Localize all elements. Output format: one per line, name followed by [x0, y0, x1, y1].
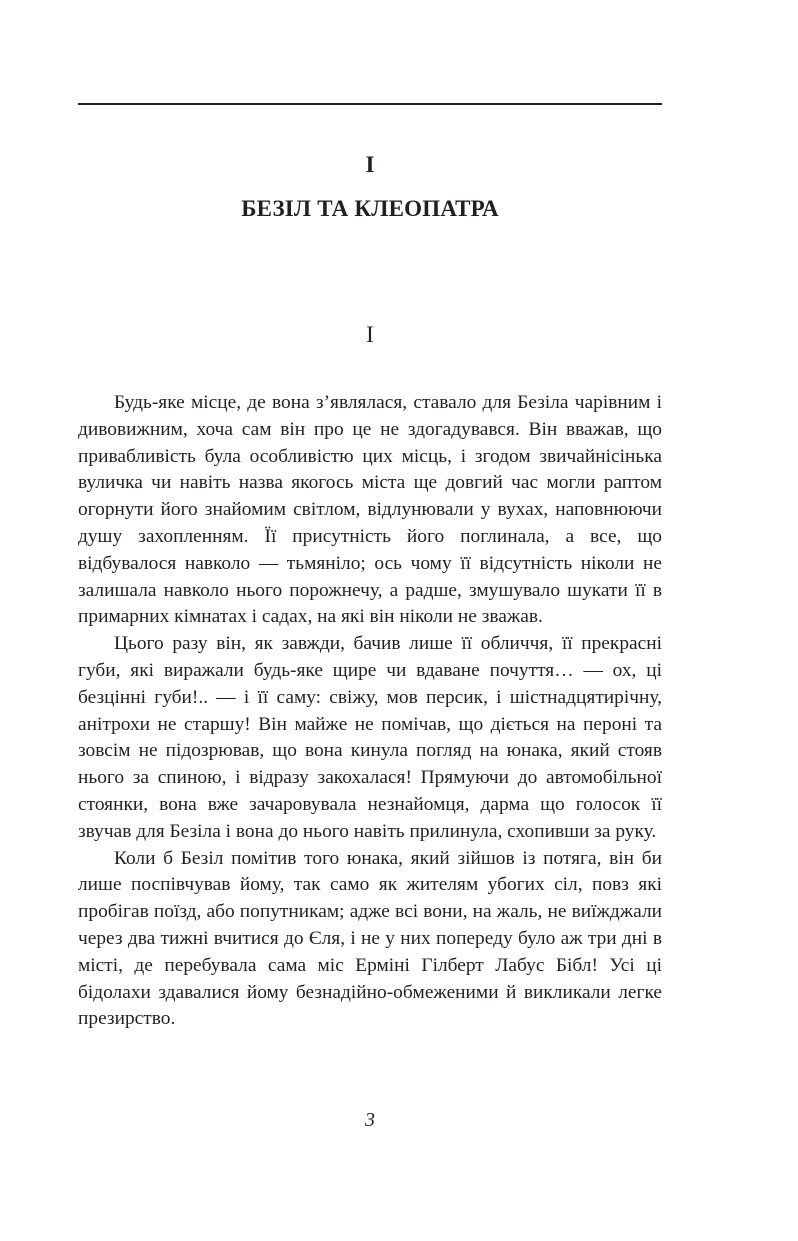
header-rule — [78, 103, 662, 105]
paragraph: Коли б Безіл помітив того юнака, який зійшов із потяга, він би лише поспівчував йому, так само як жителям убогих сіл, повз які пробігав поїзд, або попутникам; адже всі вони, на жаль, не виїжджали через два тижні вчитися до Єля, і не у них попереду було аж три дні в місті, де перебувала сама міс Ерміні Гілберт Лабус Бібл! Усі ці бідолахи здавалися йому безнадійно-обмеженими й викликали легке презирство. — [78, 847, 662, 1030]
paragraph: Будь-яке місце, де вона з’являлася, ставало для Безіла чарівним і дивовижним, хоча сам він про це не здогадувався. Він вважав, що привабливість була особливістю цих місць, і згодом звичайнісінька вуличка чи навіть назва якогось міста ще довгий час могли раптом огорнути його знайомим світлом, відлунювали у вухах, наповнюючи душу захопленням. Її присутність його поглинала, а все, що відбувалося навколо — тьмяніло; ось чому її відсутність ніколи не залишала навколо нього порожнечу, а радше, змушувало шукати її в примарних кімнатах і садах, на які він ніколи не зважав. — [78, 392, 662, 628]
chapter-number: I — [366, 322, 374, 347]
part-number: I — [365, 152, 375, 177]
body-text — [78, 390, 662, 1033]
part-title: БЕЗІЛ ТА КЛЕОПАТРА — [241, 196, 499, 221]
paragraph: Цього разу він, як завжди, бачив лише її обличчя, її прекрасні губи, які виражали будь-яке щире чи вдаване почуття… — ох, ці безцінні губи!.. — і її саму: свіжу, мов персик, і шістнадцятирічну, анітрохи не старшу! Він майже не помічав, що діється на пероні та зовсім не підозрював, що вона кинула погляд на юнака, який стояв нього за спиною, і відразу закохалася! Прямуючи до автомобільної стоянки, вона вже зачаровувала незнайомця, дарма що голосок її звучав для Безіла і вона до нього навіть прилинула, схопивши за руку. — [78, 633, 662, 842]
page-number: 3 — [365, 1109, 375, 1131]
